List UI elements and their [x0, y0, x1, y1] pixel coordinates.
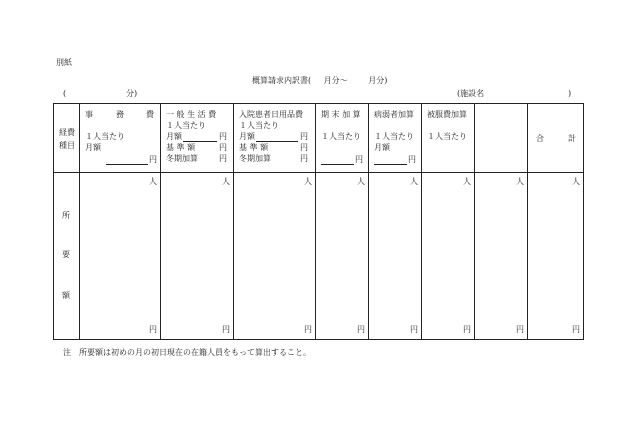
living-expense-header: 一 般 生 活 費 １人当たり 月額 円 基 準 額 円 冬期加算 円 [161, 104, 234, 173]
term-end-amount-line [321, 155, 354, 165]
daily-monthly-line [256, 132, 298, 142]
daily-amount-cell: 人 円 [234, 173, 316, 340]
daily-goods-header: 入院患者日用品費 １人当たり 月額 円 基 準 額 円 冬期加算 円 [234, 104, 316, 173]
title-text: 概算請求内訳書( [252, 76, 312, 85]
sick-addition-header: 病弱者加算 １人当たり 月額 円 [369, 104, 422, 173]
item-header-cell: 経費 種目 [54, 104, 80, 173]
required-amount-row [54, 173, 584, 340]
period-open-paren: ( [63, 89, 67, 98]
facility-close-paren: ) [568, 89, 572, 98]
blank-amount-cell: 人 円 [475, 173, 528, 340]
living-monthly-line [183, 132, 217, 142]
title-month-to: 月分) [368, 76, 388, 85]
term-end-amount-cell: 人 円 [316, 173, 369, 340]
office-expense-header: 事 務 費 １人当たり 月額 円 [80, 104, 161, 173]
row-label-cell: 所 要 額 [54, 173, 80, 340]
header-row [54, 104, 584, 173]
living-amount-cell: 人 円 [161, 173, 234, 340]
sick-amount-cell: 人 円 [369, 173, 422, 340]
footnote: 注 所要額は初めの月の初日現在の在籍人員をもって算出すること。 [63, 348, 311, 357]
estimate-breakdown-table [53, 103, 584, 340]
clothing-addition-header: 被服費加算 １人当たり [422, 104, 475, 173]
blank-header [475, 104, 528, 173]
office-amount-cell: 人 円 [80, 173, 161, 340]
total-header: 合 計 [528, 104, 584, 173]
total-amount-cell: 人 円 [528, 173, 584, 340]
document-title [252, 76, 387, 86]
sick-amount-line [374, 155, 407, 165]
attachment-label: 別紙 [56, 58, 72, 67]
clothing-amount-cell: 人 円 [422, 173, 475, 340]
term-end-addition-header: 期 末 加 算 １人当たり 円 [316, 104, 369, 173]
title-month-from: 月分～ [323, 76, 348, 85]
office-amount-line [106, 155, 148, 165]
period-suffix: 分) [126, 89, 138, 98]
facility-label: (施設名 [457, 89, 485, 98]
